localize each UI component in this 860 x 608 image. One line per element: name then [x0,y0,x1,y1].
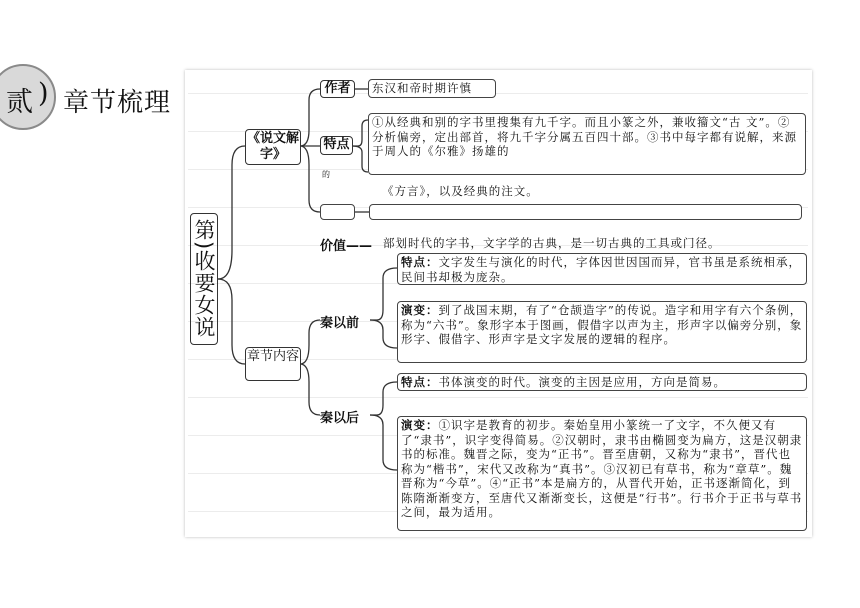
node-shuowen-label: 《说文解字》 [246,131,299,162]
after-qin-feature-text: 书体演变的时代。演变的主因是应用，方向是简易。 [438,375,726,389]
node-after-qin: 秦以后 [320,411,360,426]
section-title: 章节梳理 [63,88,172,118]
feature-stray-char: 的 [322,170,331,179]
after-qin-evolution-box [397,416,807,531]
feature-label: 特点 [323,137,350,152]
after-qin-evolution-label: 演变： [401,418,439,432]
author-value: 东汉和帝时期许慎 [372,81,472,95]
node-shuowen [245,129,301,165]
after-qin-evolution-text: ①识字是教育的初步。秦始皇用小篆统一了文字，不久便又有了“隶书”，识字变得简易。②汉朝时，隶书由椭圆变为扁方，这是汉朝隶书的标准。魏晋之际，变为“正书”。晋至唐朝，又称为“隶书”，晋代也称为“楷书”，宋代又改称为“真书”。③汉初已有草书，称为“章草”。魏晋称为“今草”。④“正书”本是扁方的，从晋代开始，正书逐渐简化，到陈隋渐渐变方，至唐代又渐渐变长，这便是“行书”。行书介于正书与草书之间，最为适用。 [401,418,803,519]
before-qin-evolution-box [397,301,807,363]
value-label: 价值—— [320,239,373,254]
node-before-qin: 秦以前 [320,316,360,331]
empty-label-box [320,204,355,220]
before-qin-feature-box [397,253,807,285]
section-number: 贰 [6,87,33,118]
author-label-box [320,80,355,98]
before-qin-feature-label: 特点： [401,255,439,269]
after-qin-feature-label: 特点： [401,375,439,389]
before-qin-evolution-label: 演变： [401,303,439,317]
feature-text: ①从经典和别的字书里搜集有九千字。而且小篆之外，兼收籀文“古 文”。②分析偏旁，定出部首，将九千字分属五百四十部。③书中每字都有说解，来源于周人的《尔雅》扬雄的 [372,115,797,158]
author-value-box [368,79,496,98]
node-chapter-label: 章节内容 [246,349,299,364]
feature-text-box [368,113,806,175]
before-qin-evolution-text: 到了战国末期，有了“仓颉造字”的传说。造字和用字有六个条例，称为“六书”。象形字本于图画，假借字以声为主，形声字以偏旁分别，象形字、假借字、形声字是文字发展的逻辑的程序。 [401,303,803,346]
section-paren: ) [38,78,49,109]
feature-label-box [320,136,353,155]
empty-value-box [369,204,802,220]
value-text: 部划时代的字书，文字学的古典，是一切古典的工具或门径。 [383,236,721,250]
feature-continuation: 《方言》，以及经典的注文。 [382,184,539,198]
author-label: 作者 [324,81,351,96]
after-qin-feature-box [397,373,807,391]
node-chapter [245,347,301,381]
before-qin-feature-text: 文字发生与演化的时代，字体因世因国而异，官书虽是系统相承，民间书却极为庞杂。 [401,255,801,284]
root-topic-title: 第)收要女说 [192,219,216,339]
root-topic-box [190,213,218,345]
